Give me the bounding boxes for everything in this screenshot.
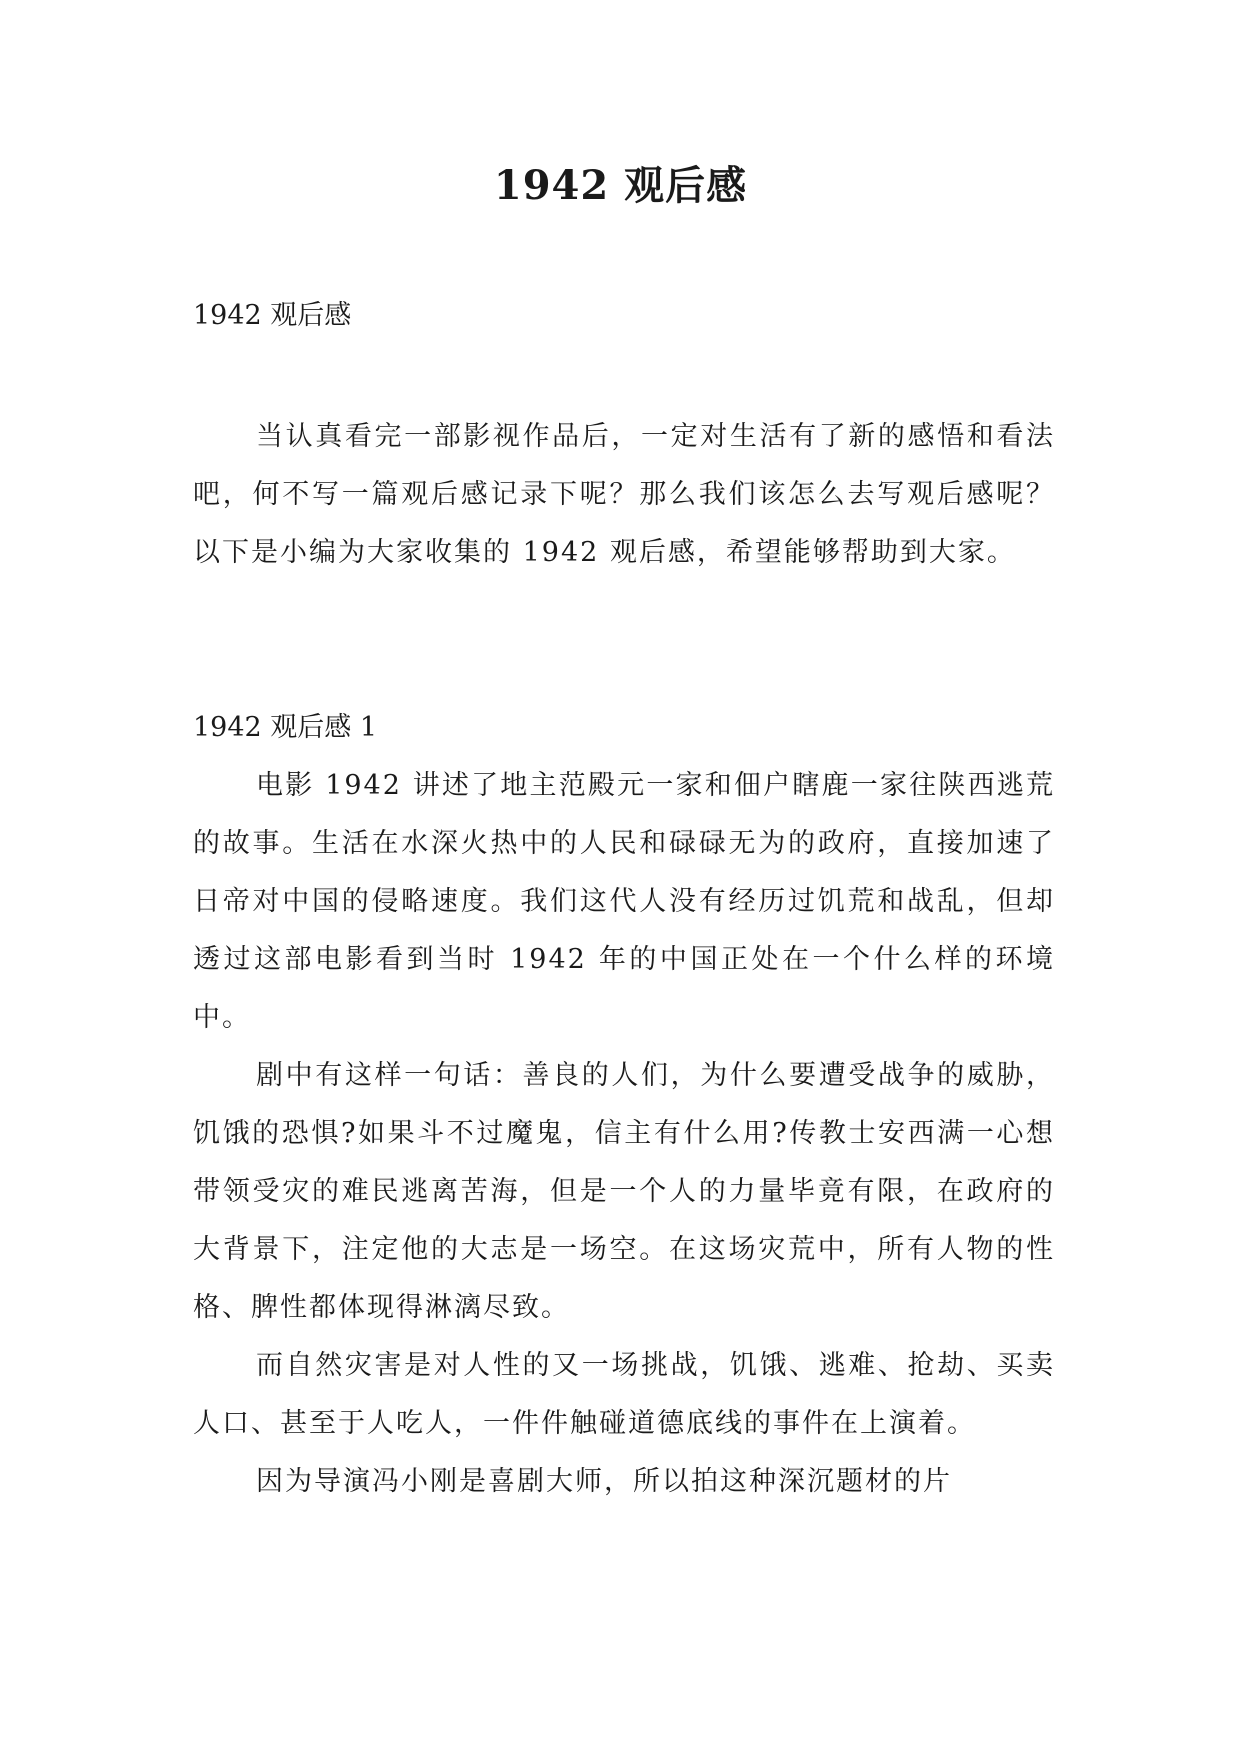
section-heading: 1942 观后感 1	[193, 712, 378, 743]
document-title: 1942 观后感	[493, 162, 748, 209]
body-paragraph: 因为导演冯小刚是喜剧大师，所以拍这种深沉题材的片	[256, 1466, 952, 1497]
body-paragraph: 而自然灾害是对人性的又一场挑战，饥饿、逃难、抢劫、买卖人口、甚至于人吃人，一件件触碰道德底线的事件在上演着。	[193, 1350, 1055, 1439]
document-subtitle: 1942 观后感	[193, 300, 352, 331]
body-paragraph: 剧中有这样一句话：善良的人们，为什么要遭受战争的威胁，饥饿的恐惧?如果斗不过魔鬼，信主有什么用?传教士安西满一心想带领受灾的难民逃离苦海，但是一个人的力量毕竟有限，在政府的大背景下，注定他的大志是一场空。在这场灾荒中，所有人物的性格、脾性都体现得淋漓尽致。	[193, 1060, 1055, 1323]
essay-body	[193, 757, 1055, 1511]
body-paragraph: 电影 1942 讲述了地主范殿元一家和佃户瞎鹿一家往陕西逃荒的故事。生活在水深火热中的人民和碌碌无为的政府，直接加速了日帝对中国的侵略速度。我们这代人没有经历过饥荒和战乱，但却透过这部电影看到当时 1942 年的中国正处在一个什么样的环境中。	[193, 770, 1055, 1033]
intro-paragraph: 当认真看完一部影视作品后，一定对生活有了新的感悟和看法吧，何不写一篇观后感记录下呢？那么我们该怎么去写观后感呢？以下是小编为大家收集的 1942 观后感，希望能够帮助到大家。	[193, 421, 1055, 568]
